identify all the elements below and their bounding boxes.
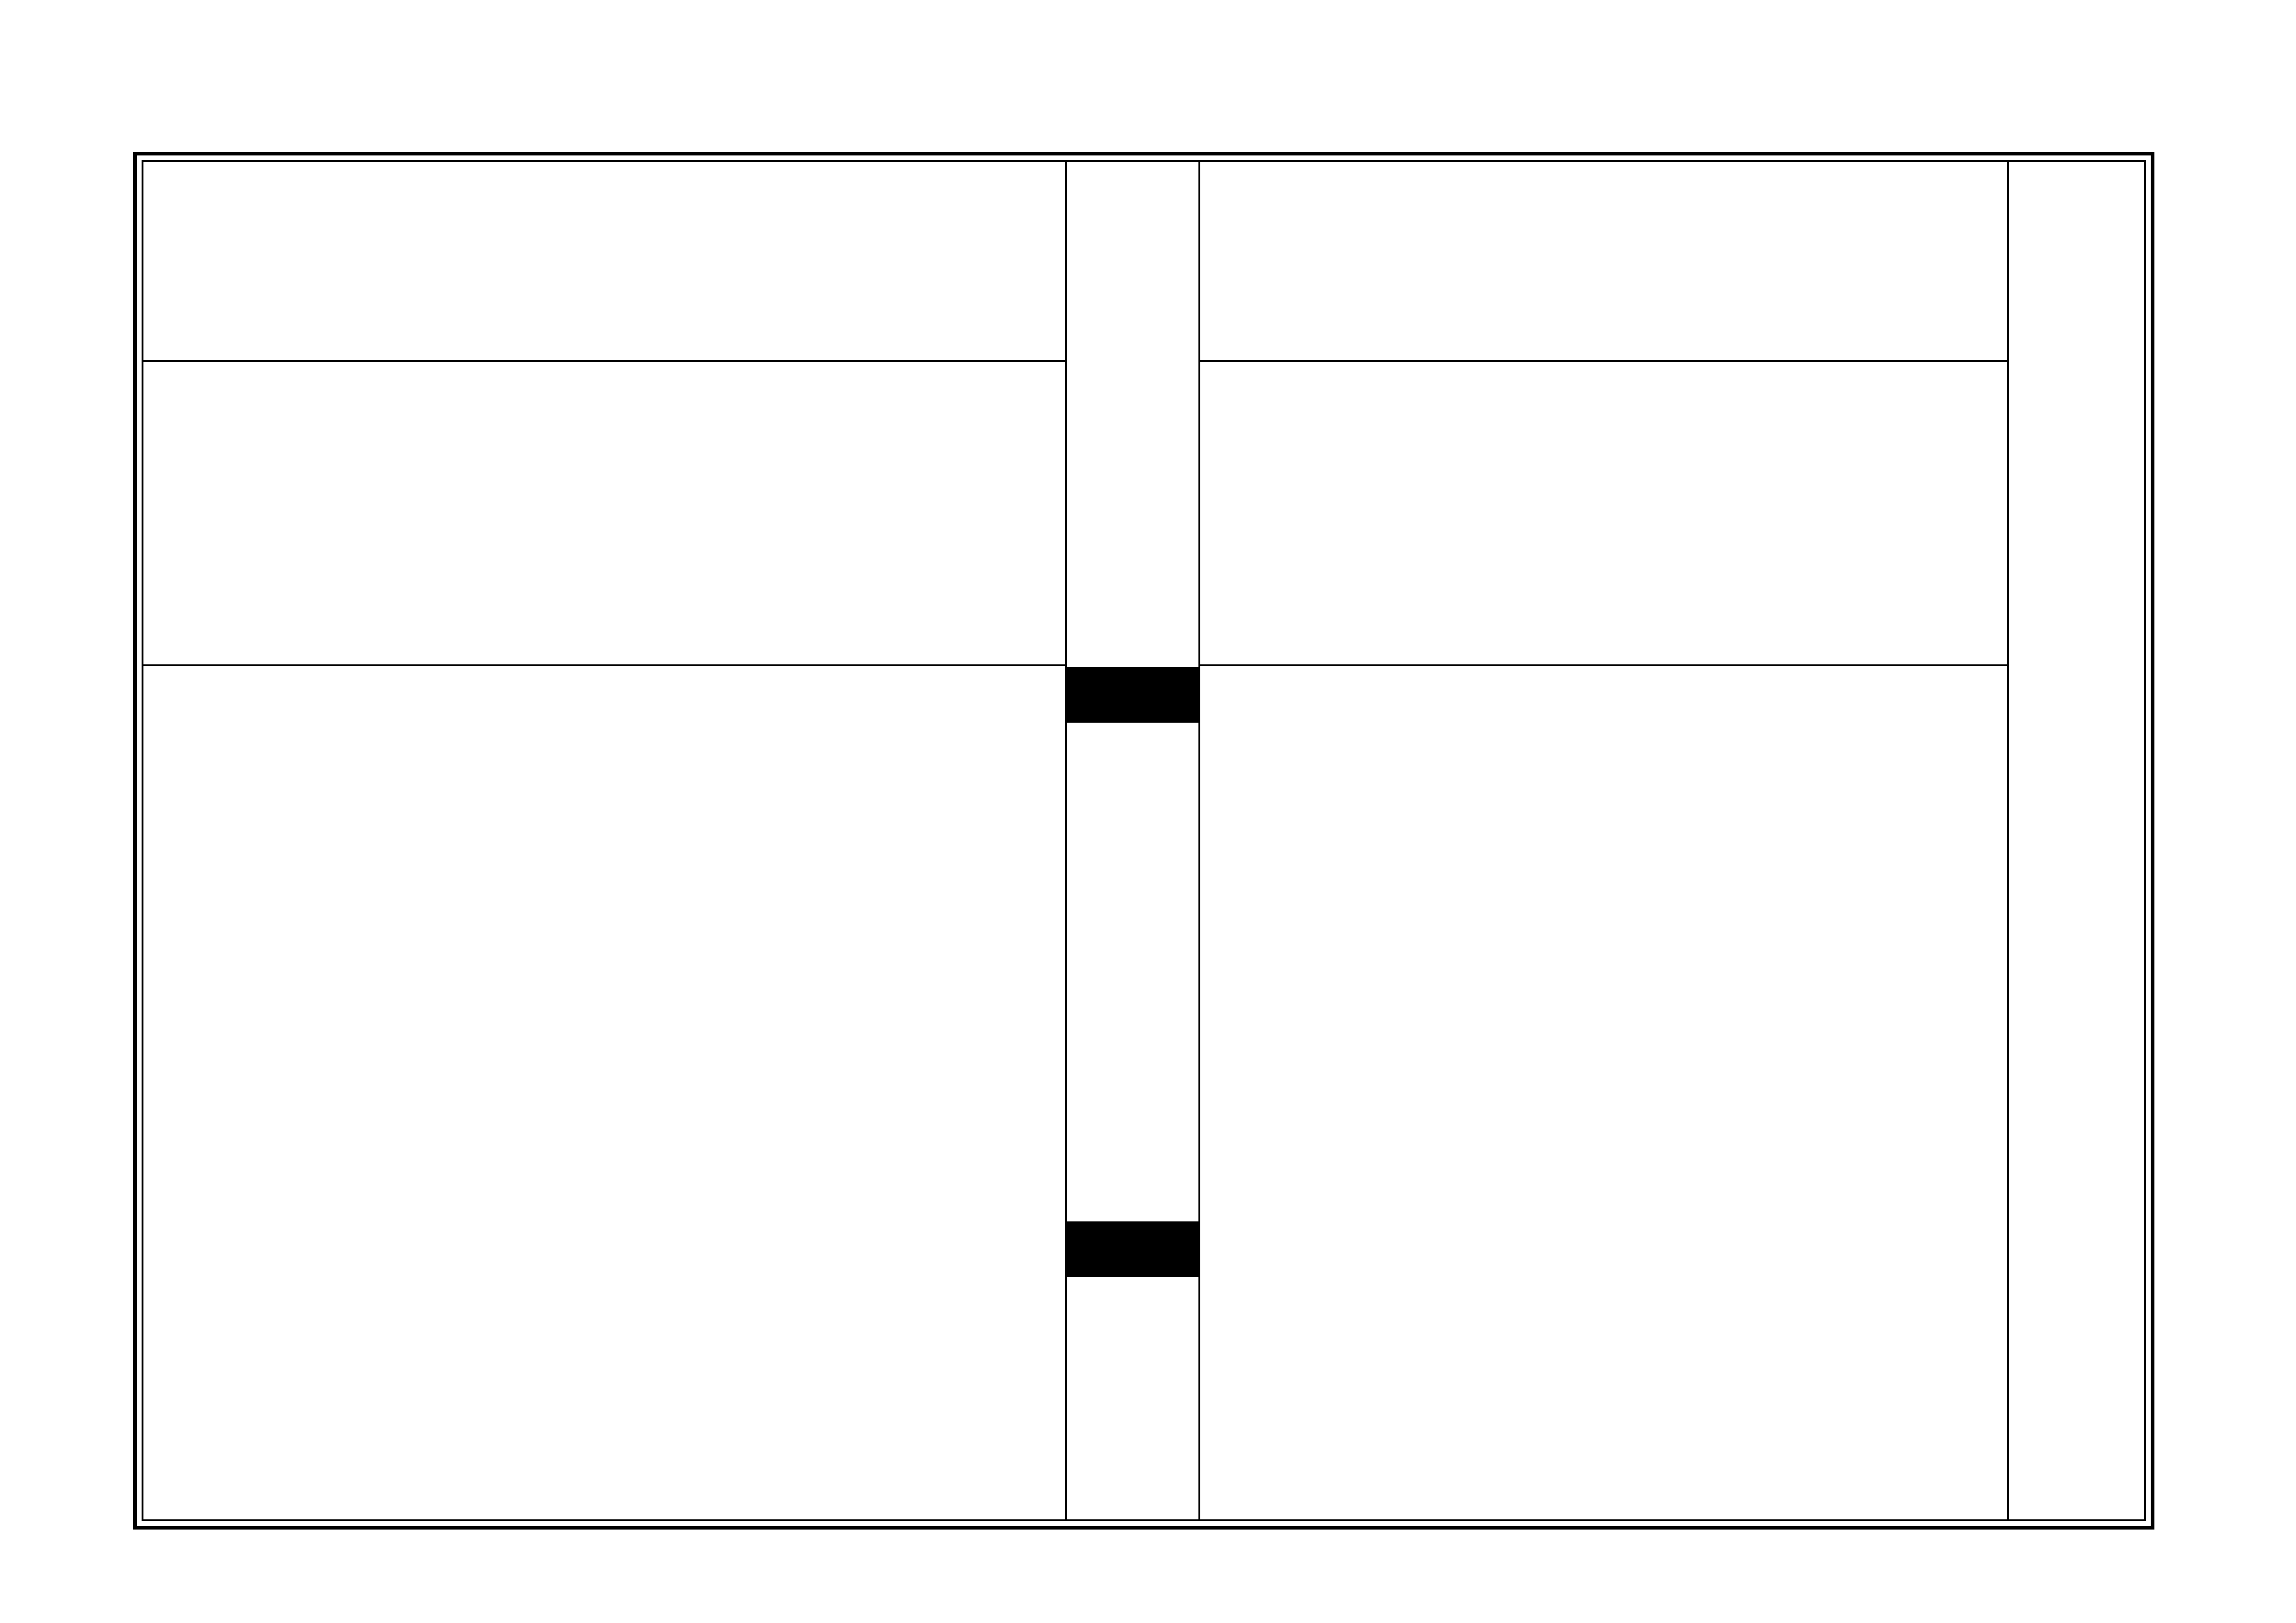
center-spine xyxy=(1065,162,1200,1519)
header-divider-left xyxy=(143,360,1065,362)
name-divider xyxy=(1086,664,2009,666)
spine-band-bottom xyxy=(1067,1221,1198,1277)
name-divider-left xyxy=(143,664,1065,666)
separator xyxy=(2007,162,2009,1519)
spine-band-top xyxy=(1067,667,1198,723)
generation-85-column xyxy=(1891,162,2007,1519)
genealogy-table xyxy=(142,160,2146,1521)
title-column xyxy=(2009,162,2146,1519)
header-divider xyxy=(1086,360,2009,362)
